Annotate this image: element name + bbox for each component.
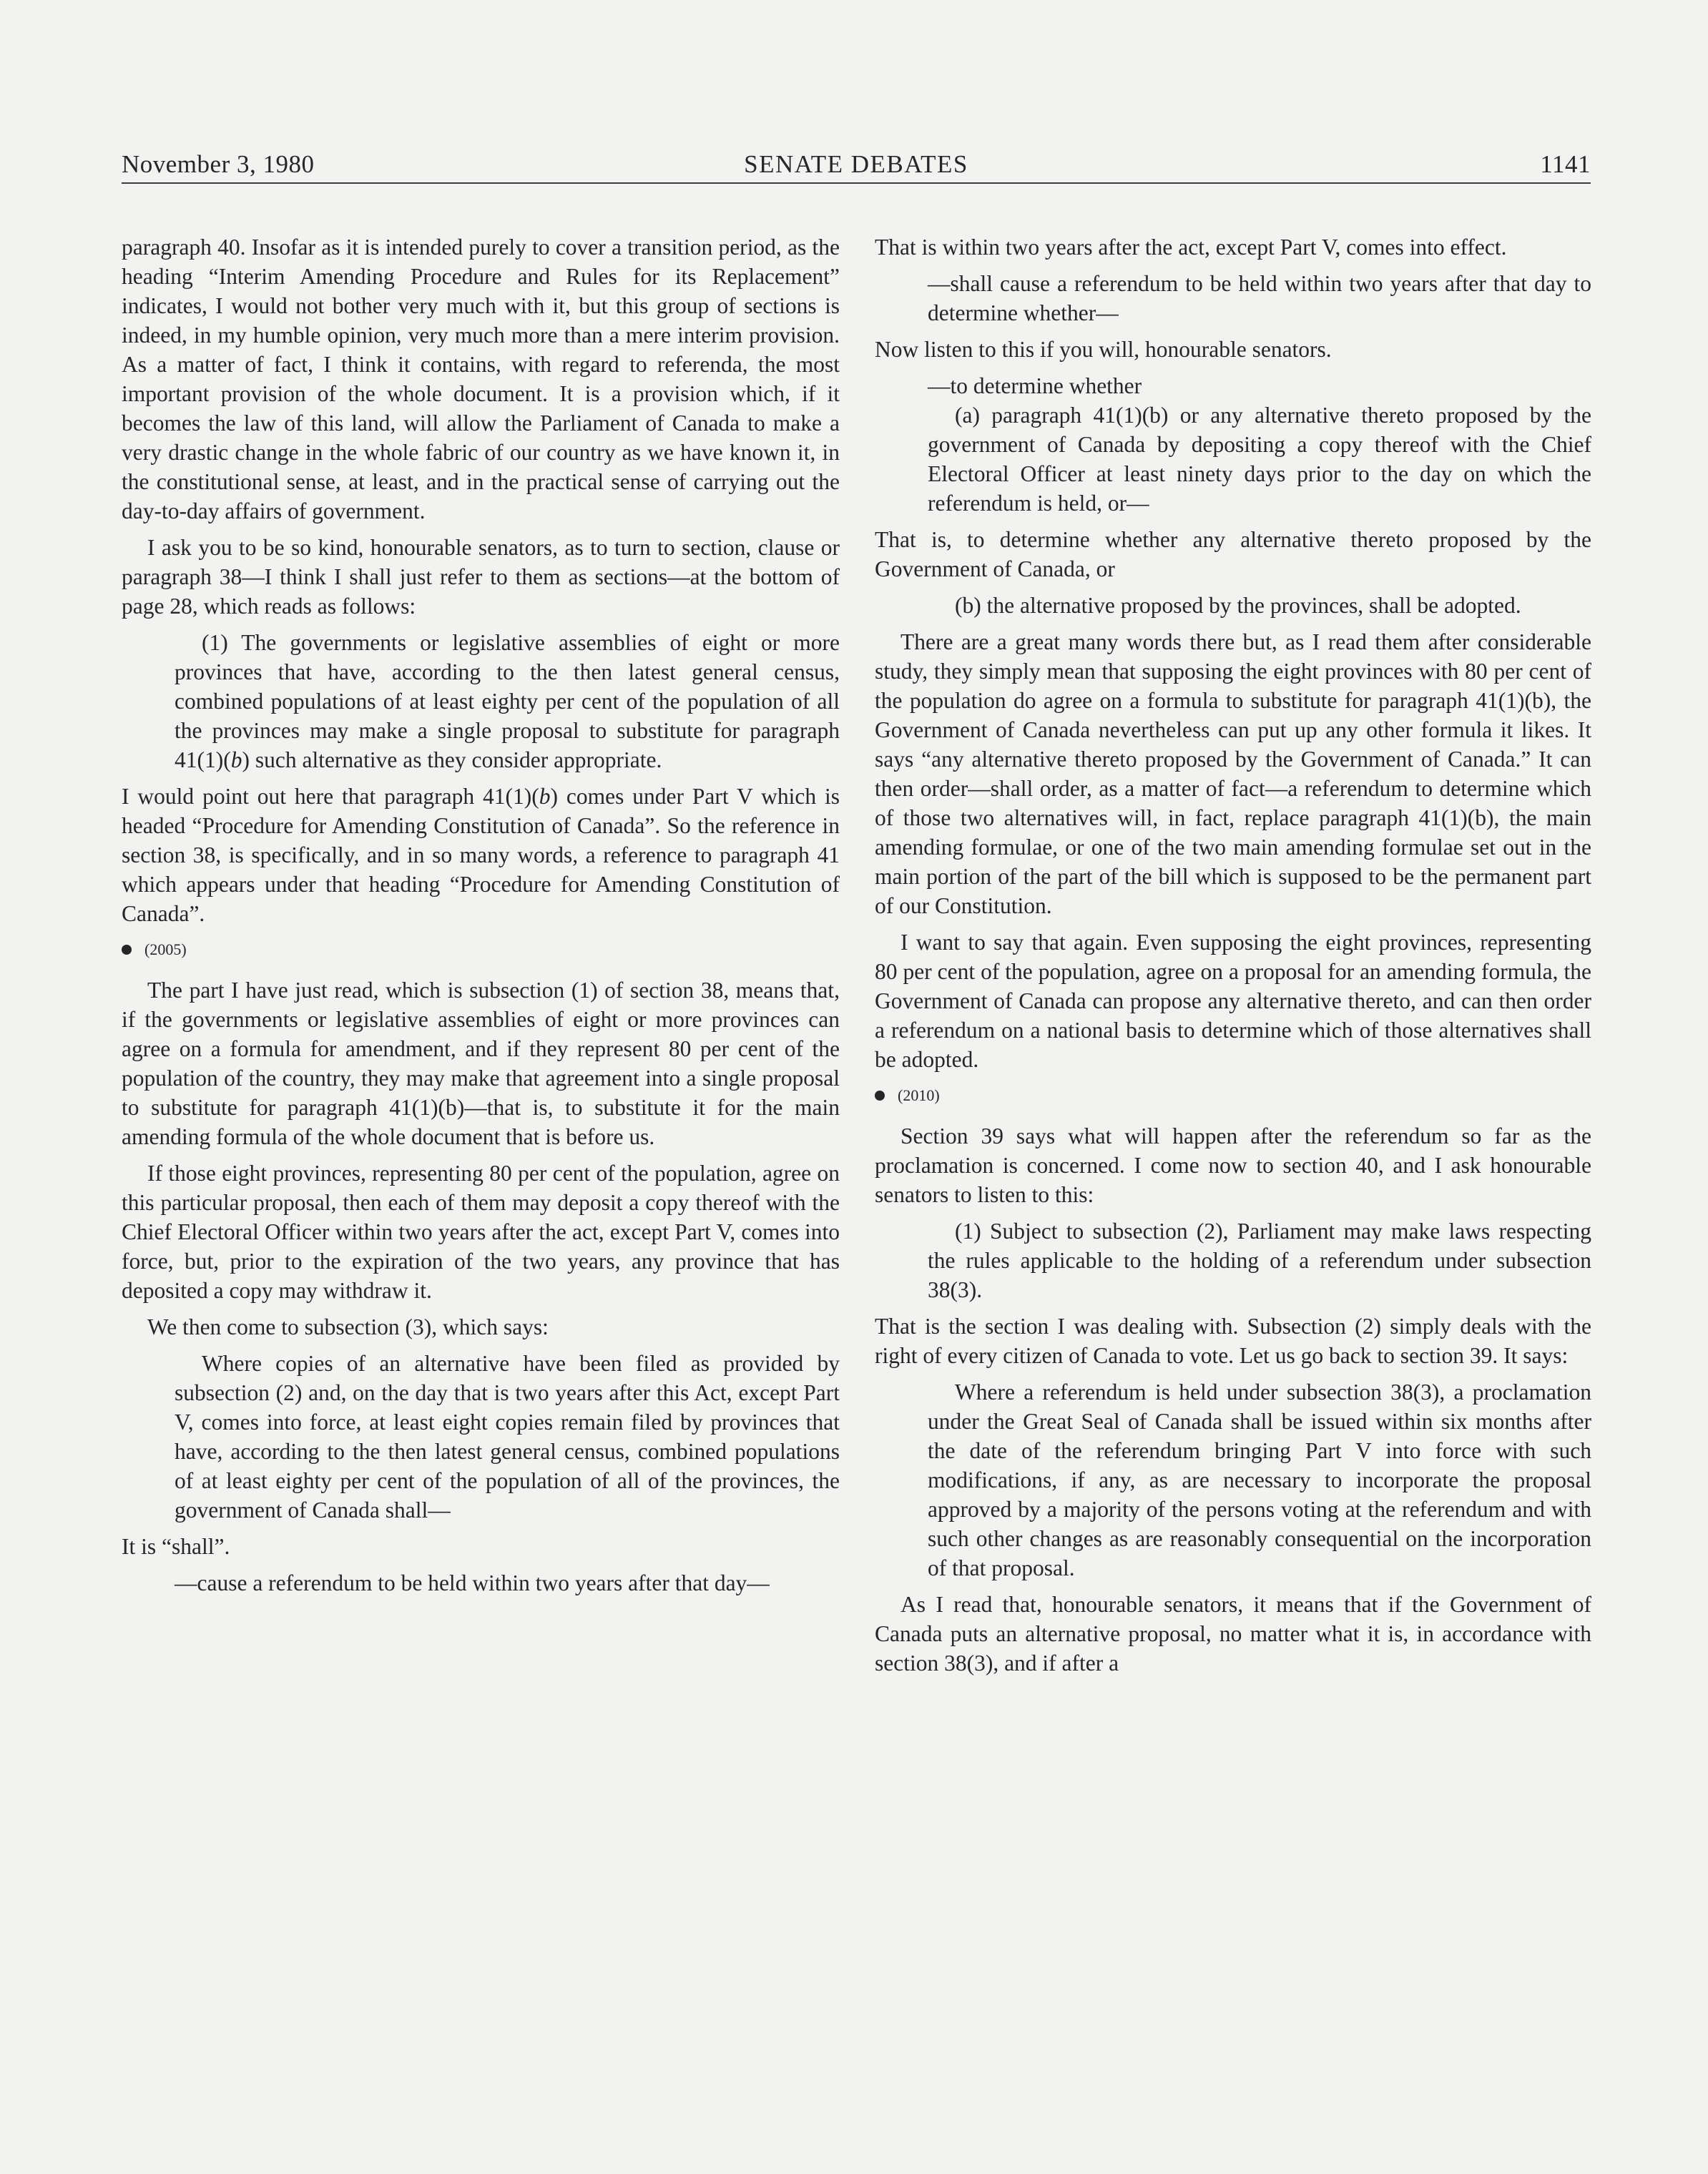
paragraph: Section 39 says what will happen after the referendum so far as the proclamation is concerned. I come now to section 40, and I ask honourable senators to listen to this:	[875, 1123, 1591, 1207]
block-quote	[875, 371, 1591, 400]
paragraph: That is, to determine whether any alternative thereto proposed by the Government of Canada, or	[875, 527, 1591, 581]
quote-text: (b) the alternative proposed by the provinces, shall be adopted.	[955, 593, 1521, 618]
paragraph: It is “shall”.	[122, 1534, 230, 1559]
block-quote	[122, 628, 840, 774]
paragraph: The part I have just read, which is subsection (1) of section 38, means that, if the governments or legislative assemblies of eight or more provinces can agree on a formula for amendment, and if they represent 80 per cent of the population of the country, they may make that agreement into a single proposal to substitute for paragraph 41(1)(b)—that is, to substitute it for the main amending formula of the whole document that is before us.	[122, 978, 840, 1149]
header-date: November 3, 1980	[122, 150, 315, 178]
paragraph: There are a great many words there but, as I read them after considerable study, they simply mean that supposing the eight provinces with 80 per cent of the population do agree on a formula to substitute for paragraph 41(1)(b), the Government of Canada nevertheless can put up any other formula it likes. It says “any alternative thereto proposed by the Government of Canada.” It can then order—shall order, as a matter of fact—a referendum to determine which of those two alternatives will, in fact, replace paragraph 41(1)(b), the main amending formulae, or one of the two main amending formulae set out in the main portion of the part of the bill which is supposed to be the permanent part of our Constitution.	[875, 629, 1591, 918]
header-rule	[122, 182, 1591, 184]
paragraph: That is the section I was dealing with. Subsection (2) simply deals with the right of every citizen of Canada to vote. Let us go back to section 39. It says:	[875, 1314, 1591, 1368]
paragraph: paragraph 40. Insofar as it is intended purely to cover a transition period, as the heading “Interim Amending Procedure and Rules for its Replacement” indicates, I would not bother very much with it, but this group of sections is indeed, in my humble opinion, very much more than a mere interim provision. As a matter of fact, I think it contains, with regard to referenda, the most important provision of the whole document. It is a provision which, if it becomes the law of this land, will allow the Parliament of Canada to make a very drastic change in the whole fabric of our country as we have known it, in the constitutional sense, at least, and in the practical sense of carrying out the day-to-day affairs of government.	[122, 235, 840, 523]
time-marker-label: (2005)	[144, 940, 187, 958]
paragraph: That is within two years after the act, except Part V, comes into effect.	[875, 235, 1507, 260]
block-quote	[875, 591, 1591, 620]
paragraph: As I read that, honourable senators, it means that if the Government of Canada puts an alternative proposal, no matter what it is, in accordance with section 38(3), and if after a	[875, 1592, 1591, 1676]
block-quote	[875, 400, 1591, 518]
block-quote	[875, 1377, 1591, 1583]
paragraph: We then come to subsection (3), which says:	[147, 1314, 549, 1339]
block-quote	[122, 1568, 840, 1598]
time-marker	[122, 935, 840, 964]
text-segment: I would point out here that paragraph 41(1)(	[122, 784, 539, 809]
quote-text: —shall cause a referendum to be held within two years after that day to determine whether—	[928, 271, 1591, 325]
left-column	[122, 232, 840, 1605]
header-title: SENATE DEBATES	[744, 150, 968, 178]
quote-text: (1) Subject to subsection (2), Parliament may make laws respecting the rules applicable to the holding of a referendum under subsection 38(3).	[928, 1219, 1591, 1302]
page-header	[122, 145, 1591, 184]
quote-segment: ) such alternative as they consider appropriate.	[242, 747, 662, 772]
quote-text: Where copies of an alternative have been filed as provided by subsection (2) and, on the day that is two years after this Act, except Part V, comes into force, at least eight copies remain filed by provinces that have, according to the then latest general census, combined populations of at least eighty per cent of the population of all of the provinces, the government of Canada shall—	[175, 1351, 840, 1523]
paragraph: If those eight provinces, representing 80 per cent of the population, agree on this particular proposal, then each of them may deposit a copy thereof with the Chief Electoral Officer within two years after the act, except Part V, comes into force, but, prior to the expiration of the two years, any province that has deposited a copy may withdraw it.	[122, 1161, 840, 1303]
quote-segment: (1) The governments or legislative assemblies of eight or more provinces that have, according to the then latest general census, combined populations of at least eighty per cent of the population of all the provinces may make a single proposal to substitute for paragraph 41(1)(	[175, 630, 840, 772]
bullet-icon	[875, 1091, 885, 1101]
right-column	[875, 232, 1591, 1685]
block-quote	[122, 1349, 840, 1525]
quote-text: (a) paragraph 41(1)(b) or any alternative thereto proposed by the government of Canada by depositing a copy thereof with the Chief Electoral Officer at least ninety days prior to the day on which the referendum is held, or—	[928, 403, 1591, 516]
paragraph: Now listen to this if you will, honourable senators.	[875, 337, 1332, 362]
page-number: 1141	[1540, 150, 1591, 178]
block-quote	[875, 269, 1591, 328]
paragraph: I want to say that again. Even supposing the eight provinces, representing 80 per cent of the population, agree on a proposal for an amending formula, the Government of Canada can propose any alternative thereto, and can then order a referendum on a national basis to determine which of those alternatives shall be adopted.	[875, 930, 1591, 1072]
quote-text	[175, 628, 840, 774]
paragraph	[122, 782, 840, 928]
time-marker-label: (2010)	[898, 1086, 940, 1104]
bullet-icon	[122, 945, 132, 955]
time-marker	[875, 1081, 1591, 1110]
paragraph: I ask you to be so kind, honourable senators, as to turn to section, clause or paragraph 38—I think I shall just refer to them as sections—at the bottom of page 28, which reads as follows:	[122, 535, 840, 619]
quote-text: Where a referendum is held under subsection 38(3), a proclamation under the Great Seal of Canada shall be issued within six months after the date of the referendum bringing Part V into force with such modifications, if any, as are necessary to incorporate the proposal approved by a majority of the persons voting at the referendum and with such other changes as are reasonably consequential on the incorporation of that proposal.	[928, 1379, 1591, 1580]
text-segment: ) comes under Part V which is headed “Procedure for Amending Constitution of Canada”. So the reference in section 38, is specifically, and in so many words, a reference to paragraph 41 which appears under that heading “Procedure for Amending Constitution of Canada”.	[122, 784, 840, 926]
italic-letter: b	[539, 784, 551, 809]
block-quote	[875, 1216, 1591, 1304]
italic-letter: b	[230, 747, 242, 772]
quote-text: —cause a referendum to be held within two years after that day—	[175, 1570, 770, 1595]
quote-text: —to determine whether	[928, 373, 1142, 398]
